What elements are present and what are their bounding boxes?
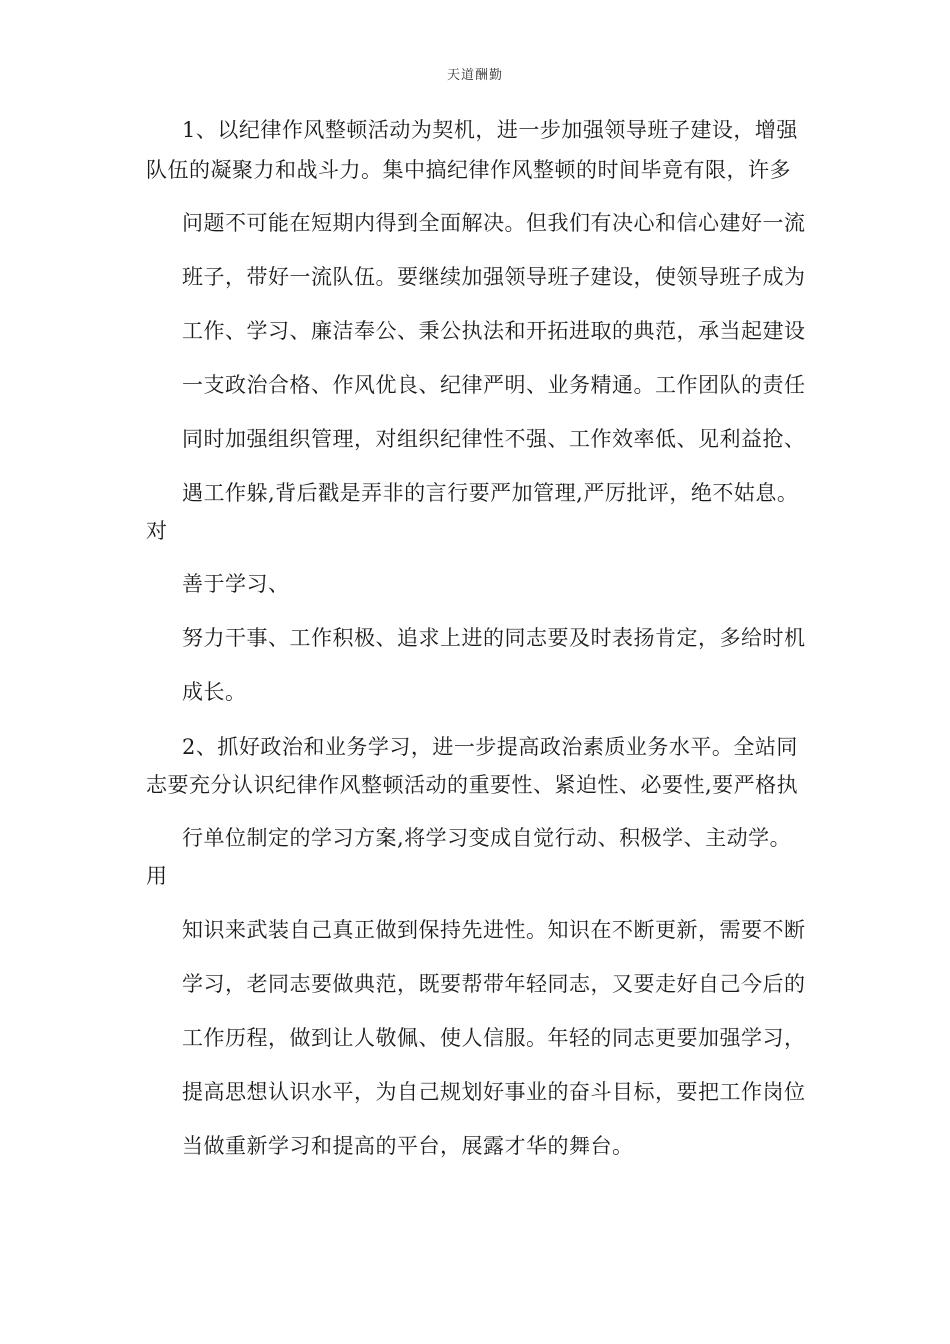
text-line: 队伍的凝聚力和战斗力。集中搞纪律作风整顿的时间毕竟有限，许多 xyxy=(146,158,791,182)
text-line: 对 xyxy=(146,519,168,543)
text-line: 善于学习、 xyxy=(182,572,290,596)
page-header: 天道酬勤 xyxy=(446,68,503,83)
text-line: 知识来武装自己真正做到保持先进性。知识在不断更新，需要不断 xyxy=(182,918,806,942)
text-line: 2、抓好政治和业务学习，进一步提高政治素质业务水平。全站同 xyxy=(182,735,798,759)
text-line: 同时加强组织管理，对组织纪律性不强、工作效率低、见利益抢、 xyxy=(182,427,806,451)
text-line: 学习，老同志要做典范，既要帮带年轻同志，又要走好自己今后的 xyxy=(182,972,806,996)
text-line: 工作、学习、廉洁奉公、秉公执法和开拓进取的典范，承当起建设 xyxy=(182,319,806,343)
text-line: 当做重新学习和提高的平台，展露才华的舞台。 xyxy=(182,1134,634,1158)
text-line: 成长。 xyxy=(182,680,247,704)
text-line: 遇工作躲,背后戳是弄非的言行要严加管理,严厉批评，绝不姑息。 xyxy=(182,481,799,505)
text-line: 提高思想认识水平，为自己规划好事业的奋斗目标，要把工作岗位 xyxy=(182,1080,806,1104)
text-line: 一支政治合格、作风优良、纪律严明、业务精通。工作团队的责任 xyxy=(182,373,806,397)
text-line: 工作历程，做到让人敬佩、使人信服。年轻的同志更要加强学习， xyxy=(182,1026,806,1050)
text-line: 问题不可能在短期内得到全面解决。但我们有决心和信心建好一流 xyxy=(182,211,806,235)
text-line: 用 xyxy=(146,864,168,888)
text-line: 班子，带好一流队伍。要继续加强领导班子建设，使领导班子成为 xyxy=(182,265,806,289)
text-line: 努力干事、工作积极、追求上进的同志要及时表扬肯定，多给时机 xyxy=(182,626,806,650)
text-line: 行单位制定的学习方案,将学习变成自觉行动、积极学、主动学。 xyxy=(182,826,792,850)
text-line: 志要充分认识纪律作风整顿活动的重要性、紧迫性、必要性,要严格执 xyxy=(146,773,799,797)
text-line: 1、以纪律作风整顿活动为契机，进一步加强领导班子建设，增强 xyxy=(182,118,798,142)
